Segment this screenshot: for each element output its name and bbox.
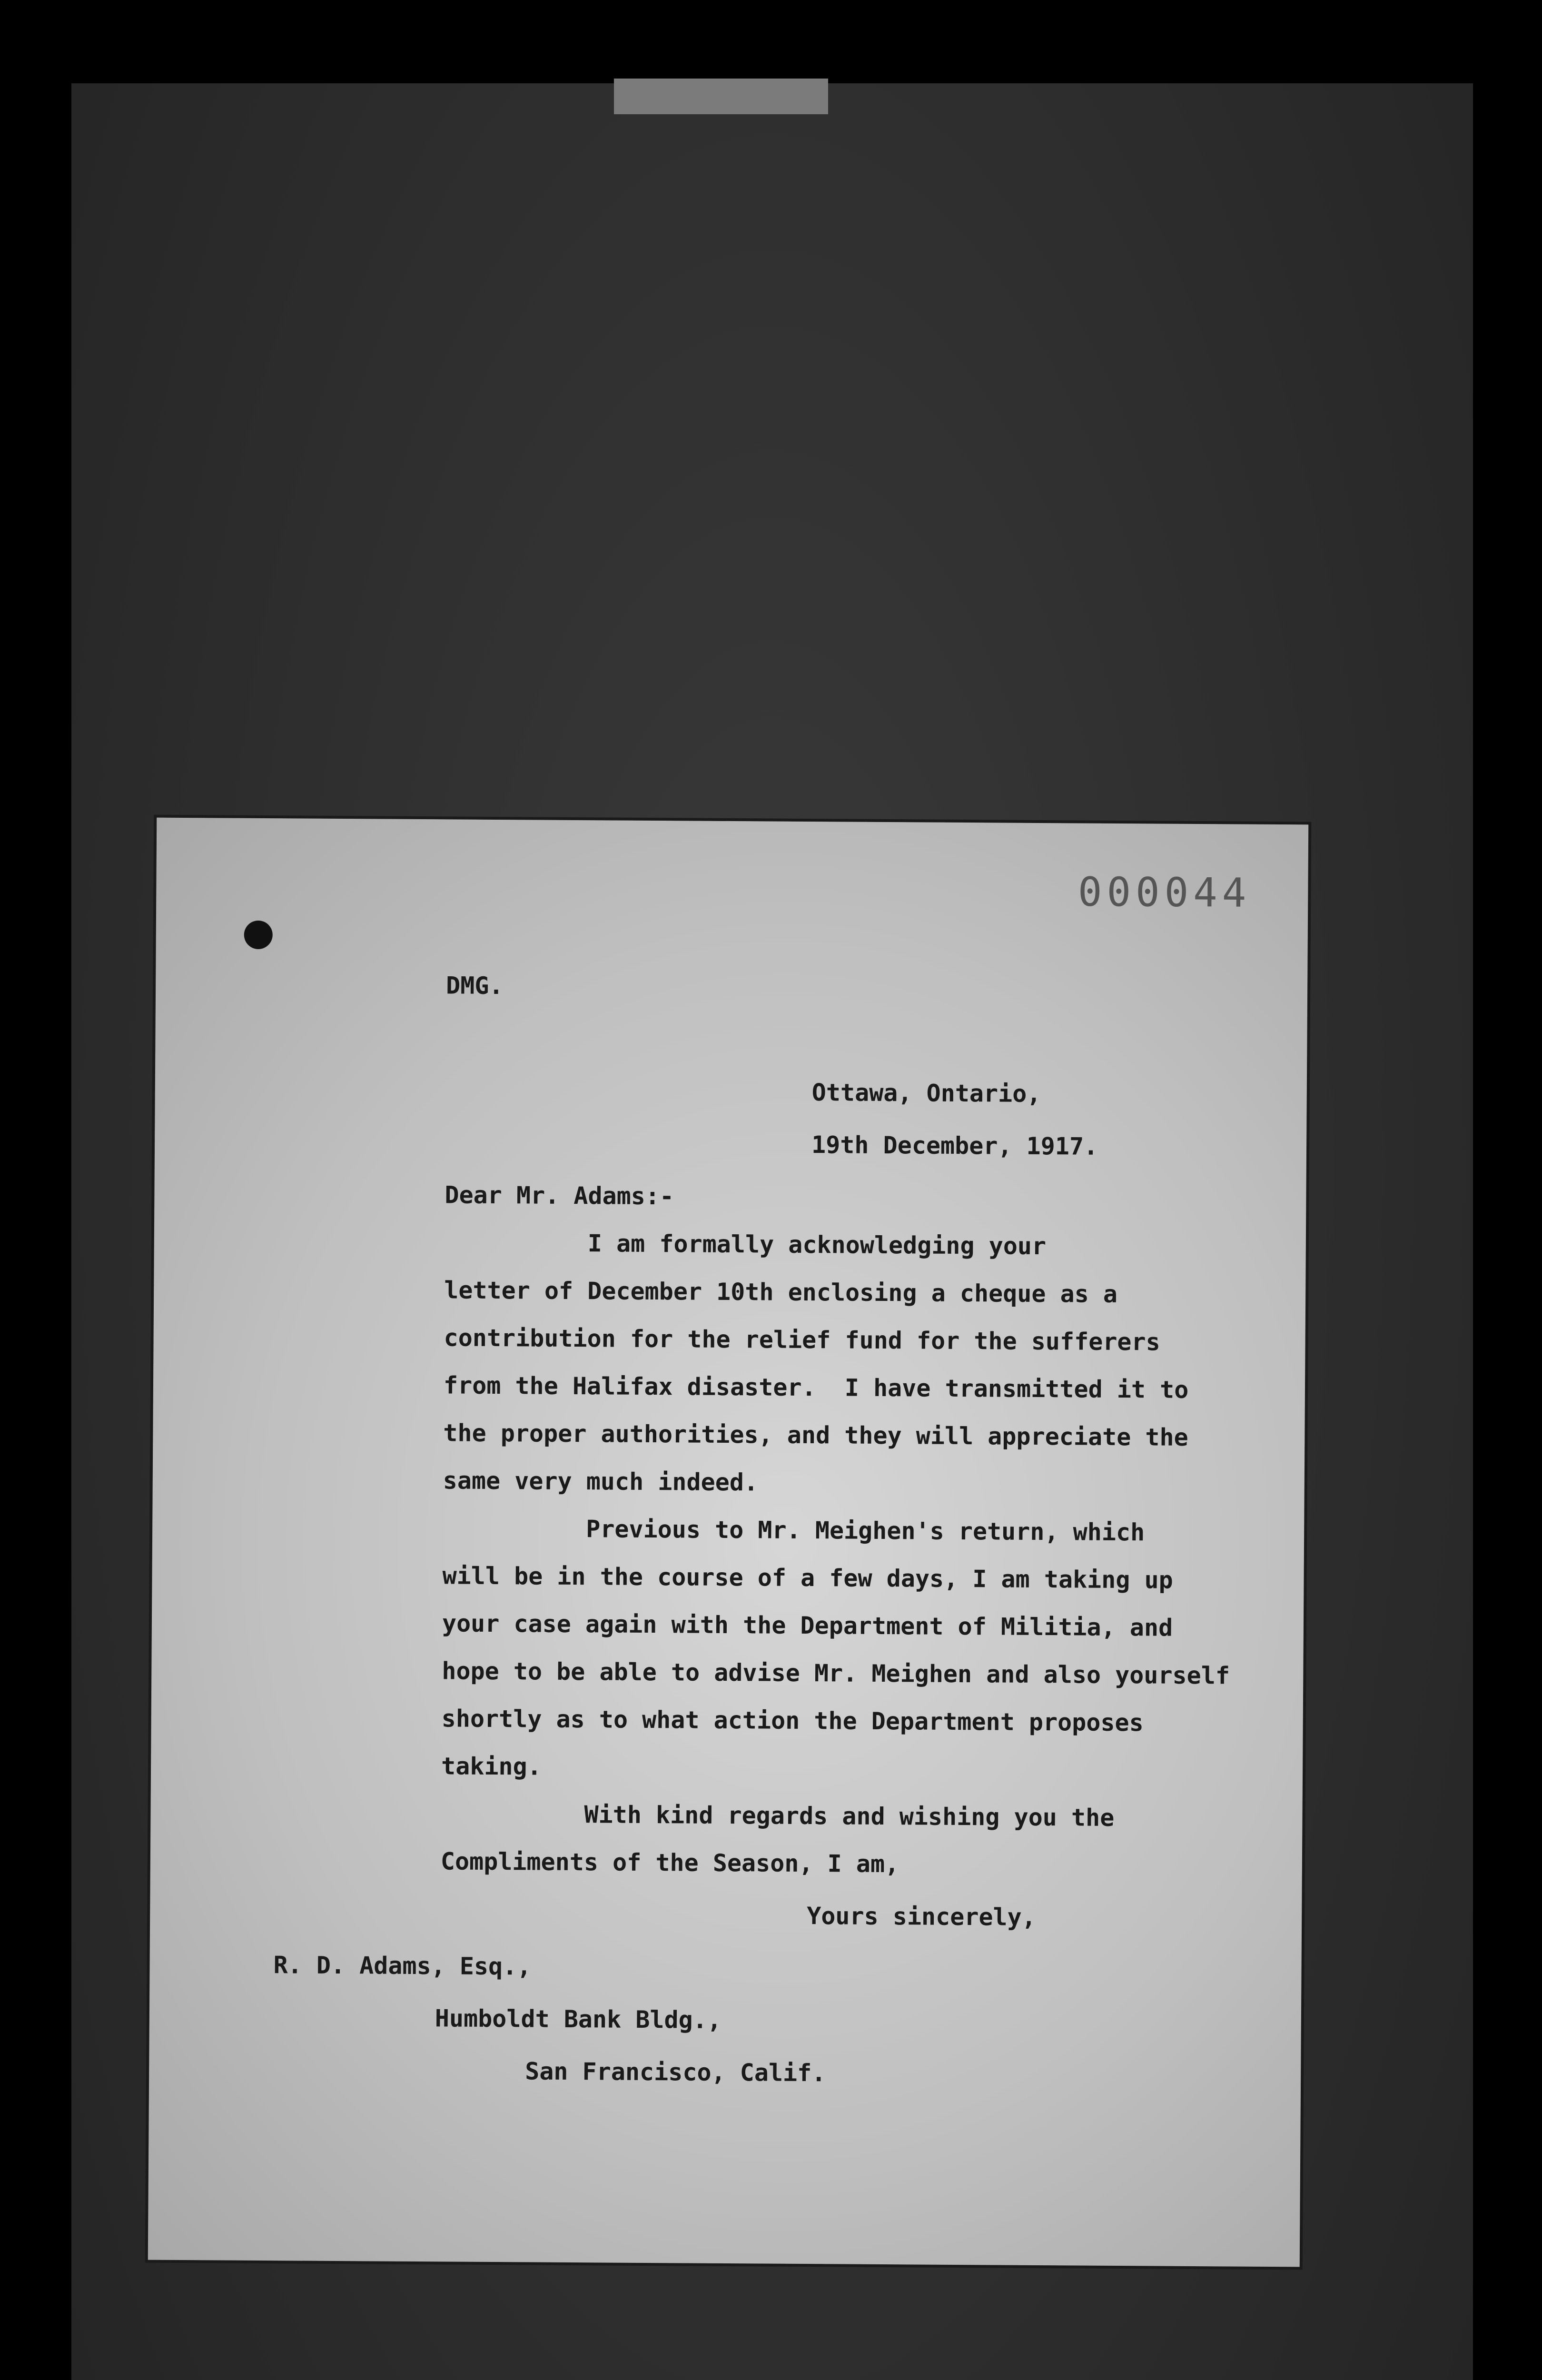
body-line: hope to be able to advise Mr. Meighen and also yourself	[442, 1657, 1230, 1690]
body-line: the proper authorities, and they will appreciate the	[443, 1419, 1188, 1451]
address-name: R. D. Adams, Esq.,	[273, 1951, 532, 1981]
body-line: your case again with the Department of Militia, and	[442, 1609, 1173, 1642]
closing: Yours sincerely,	[807, 1902, 1037, 1931]
page-number: 000044	[1077, 868, 1251, 916]
body-line: letter of December 10th enclosing a cheque as a	[444, 1276, 1118, 1308]
salutation: Dear Mr. Adams:-	[445, 1181, 674, 1210]
body-line: from the Halifax disaster. I have transmitted it to	[443, 1371, 1189, 1404]
body-line: Previous to Mr. Meighen's return, which	[442, 1514, 1145, 1547]
punch-hole	[244, 921, 273, 949]
letter-date: 19th December, 1917.	[811, 1131, 1098, 1160]
letter-place: Ottawa, Ontario,	[811, 1079, 1041, 1108]
body-line: will be in the course of a few days, I am taking up	[442, 1562, 1173, 1594]
address-street: Humboldt Bank Bldg.,	[435, 2004, 722, 2034]
body-line: same very much indeed.	[443, 1467, 759, 1497]
body-line: With kind regards and wishing you the	[441, 1800, 1115, 1832]
address-city: San Francisco, Calif.	[525, 2057, 826, 2087]
body-line: shortly as to what action the Department proposes	[441, 1705, 1144, 1737]
body-line: taking.	[441, 1752, 542, 1781]
letter-page	[148, 818, 1308, 2267]
body-line: contribution for the relief fund for the sufferers	[444, 1324, 1160, 1356]
body-line: Compliments of the Season, I am,	[440, 1847, 900, 1878]
body-line: I am formally acknowledging your	[444, 1229, 1047, 1260]
initials: DMG.	[445, 972, 504, 1000]
clip-tab	[614, 79, 828, 114]
